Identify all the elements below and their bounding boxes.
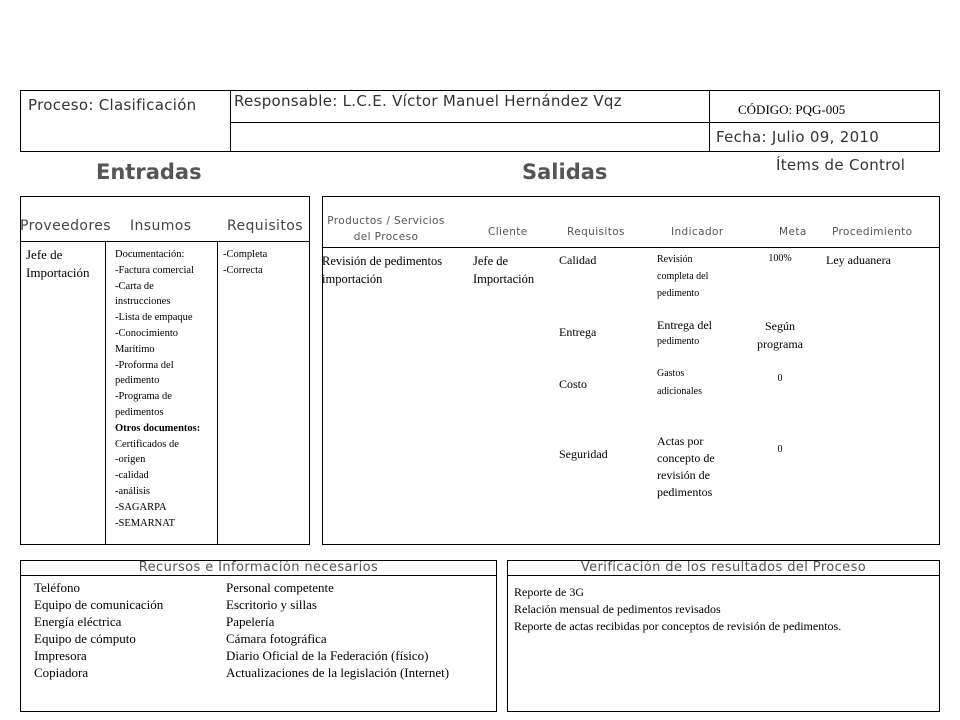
input-item: pedimento xyxy=(115,375,160,387)
resource-item: Personal competente xyxy=(226,580,334,595)
indicator-line: completa del xyxy=(657,271,709,282)
indicator-line: Gastos xyxy=(657,368,685,379)
input-item: Otros documentos: xyxy=(115,422,201,434)
input-item: -calidad xyxy=(115,470,149,482)
header-divider-1 xyxy=(230,90,231,152)
input-item: instrucciones xyxy=(115,296,171,308)
indicator-line: pedimento xyxy=(657,288,700,299)
product-cell xyxy=(322,252,442,288)
supplier-cell xyxy=(26,246,90,282)
outputs-header-products-line-2: del Proceso xyxy=(353,231,419,243)
input-item: -Conocimiento xyxy=(115,327,178,339)
header-divider-2 xyxy=(709,90,710,152)
input-item: -Programa de xyxy=(115,391,172,403)
goal-cost: 0 xyxy=(777,373,783,384)
input-item: Documentación: xyxy=(115,249,185,260)
goal-line: Según xyxy=(765,319,795,333)
verification-item: Reporte de 3G xyxy=(514,585,584,599)
verification-item: Reporte de actas recibidas por conceptos de revisión de pedimentos. xyxy=(514,619,842,633)
resource-item: Impresora xyxy=(34,648,87,663)
resource-item: Cámara fotográfica xyxy=(226,631,327,646)
resource-item: Equipo de comunicación xyxy=(34,597,164,612)
resource-item: Papelería xyxy=(226,614,275,629)
resources-left-list xyxy=(34,579,163,681)
indicator-line: adicionales xyxy=(657,386,702,397)
inputs-header-suppliers: Proveedores xyxy=(20,218,111,234)
indicator-line: revisión de xyxy=(657,468,710,482)
resource-item: Copiadora xyxy=(34,665,89,680)
requirement-delivery: Entrega xyxy=(559,325,597,339)
indicator-delivery xyxy=(657,316,712,350)
inputs-title: Entradas xyxy=(96,160,202,184)
control-items-title: Ítems de Control xyxy=(776,156,906,174)
product-line-1: Revisión de pedimentos xyxy=(322,254,443,268)
indicator-line: Revisión xyxy=(657,254,693,265)
input-item: -análisis xyxy=(115,485,150,497)
product-line-2: importación xyxy=(322,272,383,286)
indicator-cost xyxy=(657,365,702,401)
header-divider-h xyxy=(230,122,940,123)
requirement-item: -Completa xyxy=(223,249,268,260)
indicator-safety xyxy=(657,433,715,501)
verification-header-line xyxy=(507,575,940,576)
requirement-quality: Calidad xyxy=(559,253,597,267)
supplier-line-2: Importación xyxy=(26,265,90,280)
outputs-header-goal: Meta xyxy=(779,226,807,238)
indicator-line: Entrega del xyxy=(657,318,712,332)
verification-list xyxy=(514,584,841,635)
indicator-line: pedimento xyxy=(657,336,700,347)
goal-line: programa xyxy=(757,337,803,351)
verification-box xyxy=(507,560,940,712)
outputs-header-indicator: Indicador xyxy=(671,226,724,238)
inputs-header-inputs: Insumos xyxy=(130,218,192,234)
supplier-line-1: Jefe de xyxy=(26,247,63,262)
input-item: Marítimo xyxy=(115,343,155,355)
resources-header-line xyxy=(20,575,497,576)
verification-item: Relación mensual de pedimentos revisados xyxy=(514,602,721,616)
indicator-line: pedimentos xyxy=(657,485,713,499)
input-item: Certificados de xyxy=(115,438,179,450)
resource-item: Actualizaciones de la legislación (Internet) xyxy=(226,665,450,680)
input-item: -Carta de xyxy=(115,280,154,292)
input-item: -origen xyxy=(115,454,146,466)
inputs-header-line xyxy=(20,241,310,242)
resource-item: Escritorio y sillas xyxy=(226,597,317,612)
input-item: -Lista de empaque xyxy=(115,312,193,324)
process-name: Proceso: Clasificación xyxy=(28,96,197,114)
resource-item: Teléfono xyxy=(34,580,81,595)
verification-title: Verificación de los resultados del Proceso xyxy=(580,560,867,575)
indicator-quality xyxy=(657,251,708,302)
inputs-col-divider-2 xyxy=(217,242,218,544)
input-item: -SEMARNAT xyxy=(115,517,176,529)
resources-right-list xyxy=(226,579,449,681)
inputs-header-requirements: Requisitos xyxy=(227,218,303,234)
outputs-header-products-line-1: Productos / Servicios xyxy=(327,215,445,227)
requirement-cost: Costo xyxy=(559,377,588,391)
input-item: -Factura comercial xyxy=(115,264,194,276)
inputs-col-divider-1 xyxy=(105,242,106,544)
indicator-line: Actas por xyxy=(657,434,704,448)
requirement-safety: Seguridad xyxy=(559,447,608,461)
outputs-header-procedure: Procedimiento xyxy=(832,226,913,238)
resource-item: Energía eléctrica xyxy=(34,614,122,629)
client-line-2: Importación xyxy=(473,272,535,286)
inputs-list xyxy=(115,247,200,531)
goal-quality: 100% xyxy=(768,253,792,264)
input-item: -Proforma del xyxy=(115,359,174,371)
requirement-item: -Correcta xyxy=(223,264,263,276)
process-responsible: Responsable: L.C.E. Víctor Manuel Hernández Vqz xyxy=(234,92,622,110)
goal-safety: 0 xyxy=(777,444,783,455)
client-line-1: Jefe de xyxy=(473,254,509,268)
resource-item: Equipo de cómputo xyxy=(34,631,136,646)
process-code: CÓDIGO: PQG-005 xyxy=(738,102,846,117)
outputs-title: Salidas xyxy=(522,160,608,184)
goal-delivery xyxy=(740,317,820,353)
input-item: -SAGARPA xyxy=(115,501,167,513)
indicator-line: concepto de xyxy=(657,451,715,465)
outputs-header-line xyxy=(322,247,940,248)
resources-title: Recursos e Información necesarios xyxy=(138,560,379,575)
outputs-box xyxy=(322,196,940,545)
process-date: Fecha: Julio 09, 2010 xyxy=(716,128,880,146)
outputs-header-products xyxy=(320,213,452,245)
resource-item: Diario Oficial de la Federación (físico) xyxy=(226,648,429,663)
requirements-list xyxy=(223,247,267,279)
input-item: pedimentos xyxy=(115,406,164,418)
outputs-header-requirements: Requisitos xyxy=(567,226,625,238)
client-cell xyxy=(473,252,534,288)
outputs-header-client: Cliente xyxy=(488,226,528,238)
procedure-cell: Ley aduanera xyxy=(826,253,891,267)
